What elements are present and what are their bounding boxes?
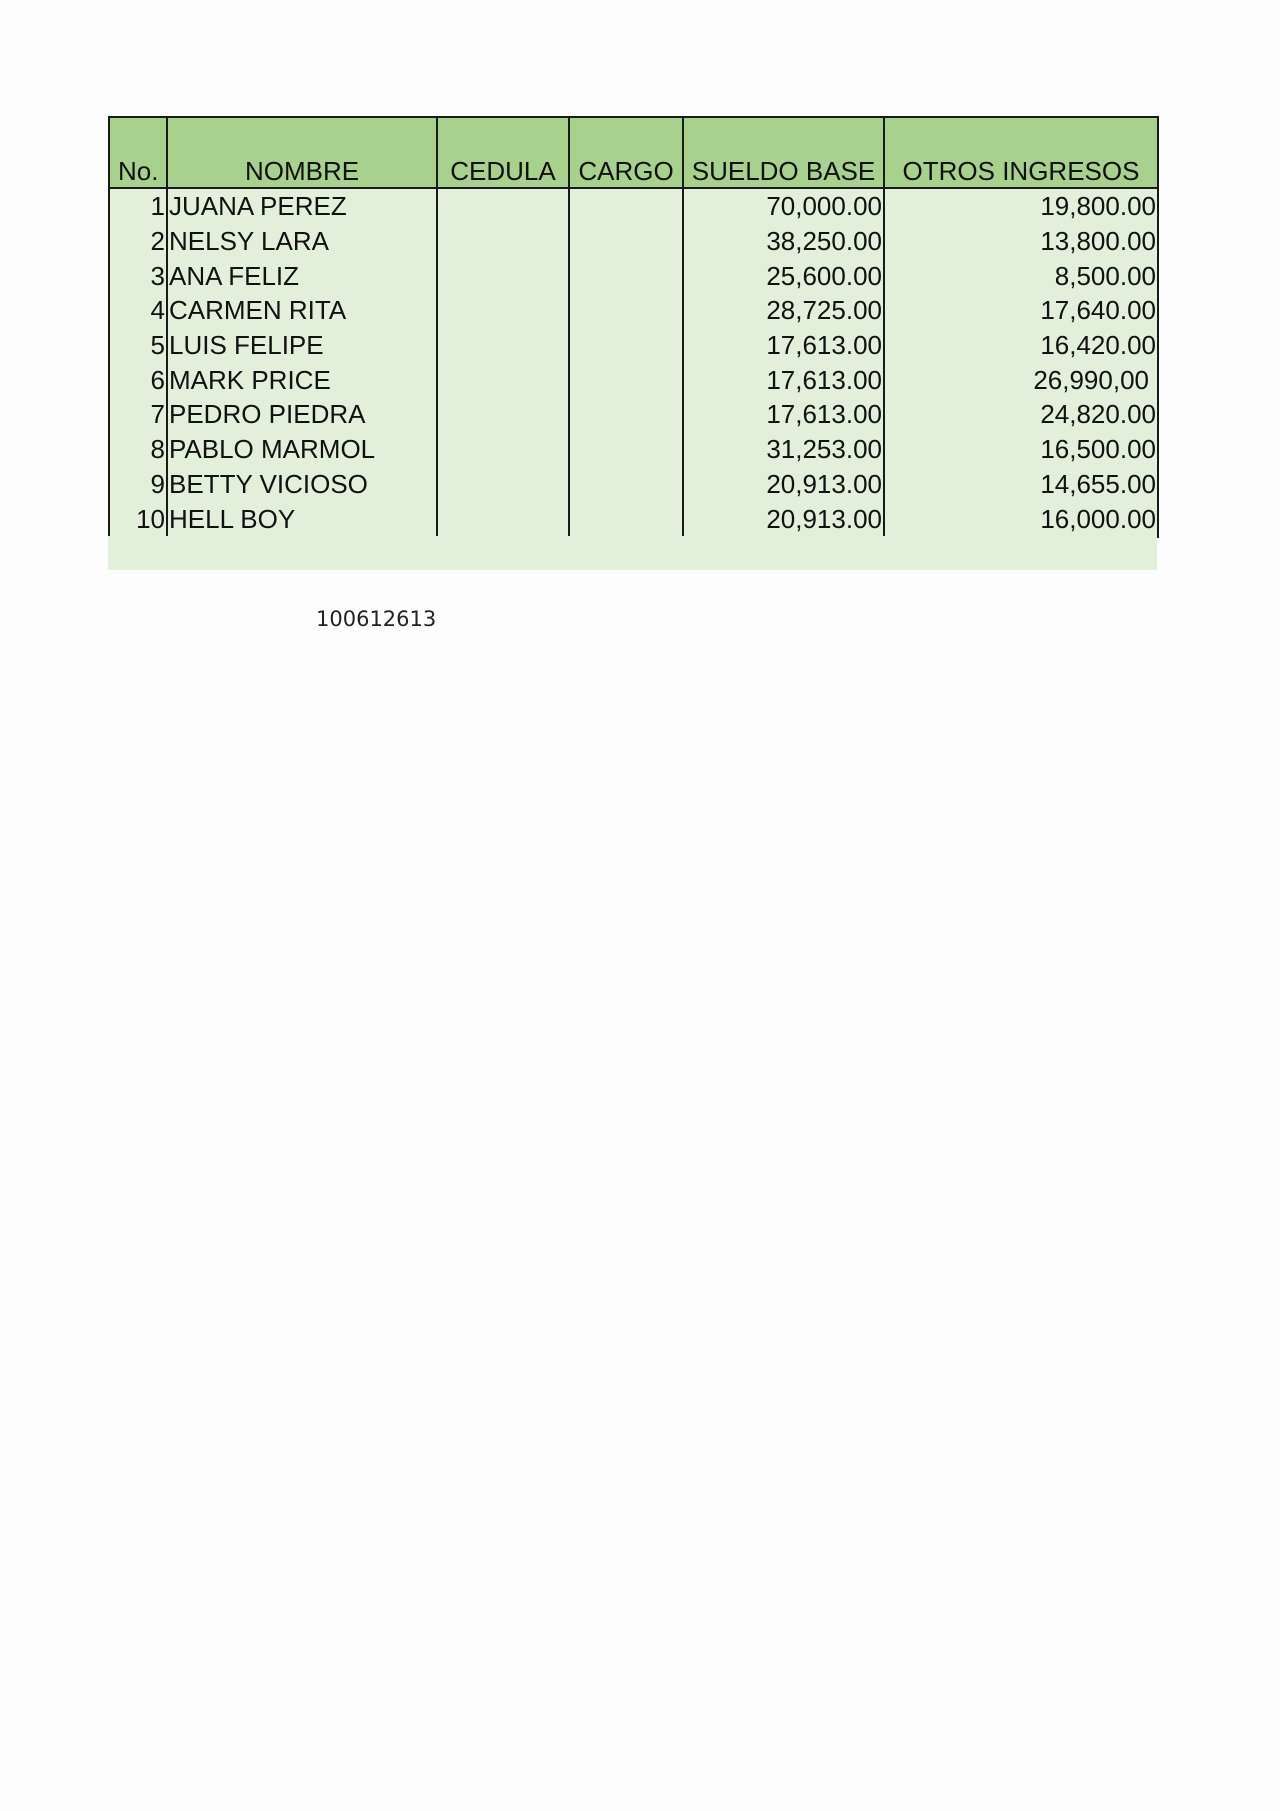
cell-otros-ingresos: 26,990,00	[884, 362, 1158, 397]
table-row	[109, 224, 1158, 259]
cell-cargo	[569, 224, 683, 259]
cell-nombre: BETTY VICIOSO	[167, 467, 437, 502]
cell-otros-ingresos: 14,655.00	[884, 467, 1158, 502]
cell-nombre: PABLO MARMOL	[167, 432, 437, 467]
cell-nombre: JUANA PEREZ	[167, 188, 437, 224]
cell-nombre: HELL BOY	[167, 501, 437, 537]
cell-otros-ingresos: 8,500.00	[884, 258, 1158, 293]
cell-no: 6	[109, 362, 167, 397]
column-header-sueldo-base: SUELDO BASE	[683, 117, 884, 188]
cell-cargo	[569, 397, 683, 432]
header-row	[109, 117, 1158, 188]
cell-cedula	[437, 397, 569, 432]
cell-sueldo-base: 38,250.00	[683, 224, 884, 259]
cell-otros-ingresos: 16,000.00	[884, 501, 1158, 537]
cell-no: 2	[109, 224, 167, 259]
cell-no: 7	[109, 397, 167, 432]
cell-otros-ingresos: 17,640.00	[884, 293, 1158, 328]
cell-otros-ingresos: 24,820.00	[884, 397, 1158, 432]
cell-no: 3	[109, 258, 167, 293]
cell-no: 5	[109, 328, 167, 363]
cell-cedula	[437, 467, 569, 502]
column-header-otros-ingresos: OTROS INGRESOS	[884, 117, 1158, 188]
table-row	[109, 501, 1158, 537]
table-row	[109, 362, 1158, 397]
cell-cedula	[437, 432, 569, 467]
table-row	[109, 293, 1158, 328]
cell-otros-ingresos: 16,500.00	[884, 432, 1158, 467]
table-row	[109, 188, 1158, 224]
cell-sueldo-base: 28,725.00	[683, 293, 884, 328]
cell-cedula	[437, 501, 569, 537]
payroll-table	[108, 116, 1159, 538]
table-row	[109, 258, 1158, 293]
column-header-nombre: NOMBRE	[167, 117, 437, 188]
cell-cargo	[569, 432, 683, 467]
cell-sueldo-base: 25,600.00	[683, 258, 884, 293]
cell-sueldo-base: 20,913.00	[683, 501, 884, 537]
cell-otros-ingresos: 13,800.00	[884, 224, 1158, 259]
cell-sueldo-base: 17,613.00	[683, 397, 884, 432]
table-row	[109, 328, 1158, 363]
table-row	[109, 467, 1158, 502]
table-row	[109, 397, 1158, 432]
column-header-no: No.	[109, 117, 167, 188]
cell-cedula	[437, 188, 569, 224]
cell-sueldo-base: 31,253.00	[683, 432, 884, 467]
cell-cargo	[569, 328, 683, 363]
cell-cedula	[437, 258, 569, 293]
cell-cargo	[569, 293, 683, 328]
cell-cargo	[569, 362, 683, 397]
cell-nombre: LUIS FELIPE	[167, 328, 437, 363]
cell-sueldo-base: 17,613.00	[683, 328, 884, 363]
cell-no: 9	[109, 467, 167, 502]
cell-otros-ingresos: 19,800.00	[884, 188, 1158, 224]
cell-no: 4	[109, 293, 167, 328]
cell-cargo	[569, 467, 683, 502]
cell-sueldo-base: 17,613.00	[683, 362, 884, 397]
cell-sueldo-base: 70,000.00	[683, 188, 884, 224]
cell-cargo	[569, 501, 683, 537]
cell-cedula	[437, 362, 569, 397]
cell-nombre: ANA FELIZ	[167, 258, 437, 293]
cell-cedula	[437, 293, 569, 328]
column-header-cargo: CARGO	[569, 117, 683, 188]
cell-nombre: NELSY LARA	[167, 224, 437, 259]
cell-cedula	[437, 224, 569, 259]
cell-cargo	[569, 258, 683, 293]
cell-nombre: MARK PRICE	[167, 362, 437, 397]
cell-no: 1	[109, 188, 167, 224]
footer-code: 100612613	[316, 607, 437, 631]
table-row	[109, 432, 1158, 467]
footer-band	[108, 536, 1157, 570]
cell-no: 8	[109, 432, 167, 467]
cell-cedula	[437, 328, 569, 363]
table-body	[109, 188, 1158, 537]
cell-sueldo-base: 20,913.00	[683, 467, 884, 502]
cell-no: 10	[109, 501, 167, 537]
cell-nombre: CARMEN RITA	[167, 293, 437, 328]
column-header-cedula: CEDULA	[437, 117, 569, 188]
cell-cargo	[569, 188, 683, 224]
cell-otros-ingresos: 16,420.00	[884, 328, 1158, 363]
cell-nombre: PEDRO PIEDRA	[167, 397, 437, 432]
